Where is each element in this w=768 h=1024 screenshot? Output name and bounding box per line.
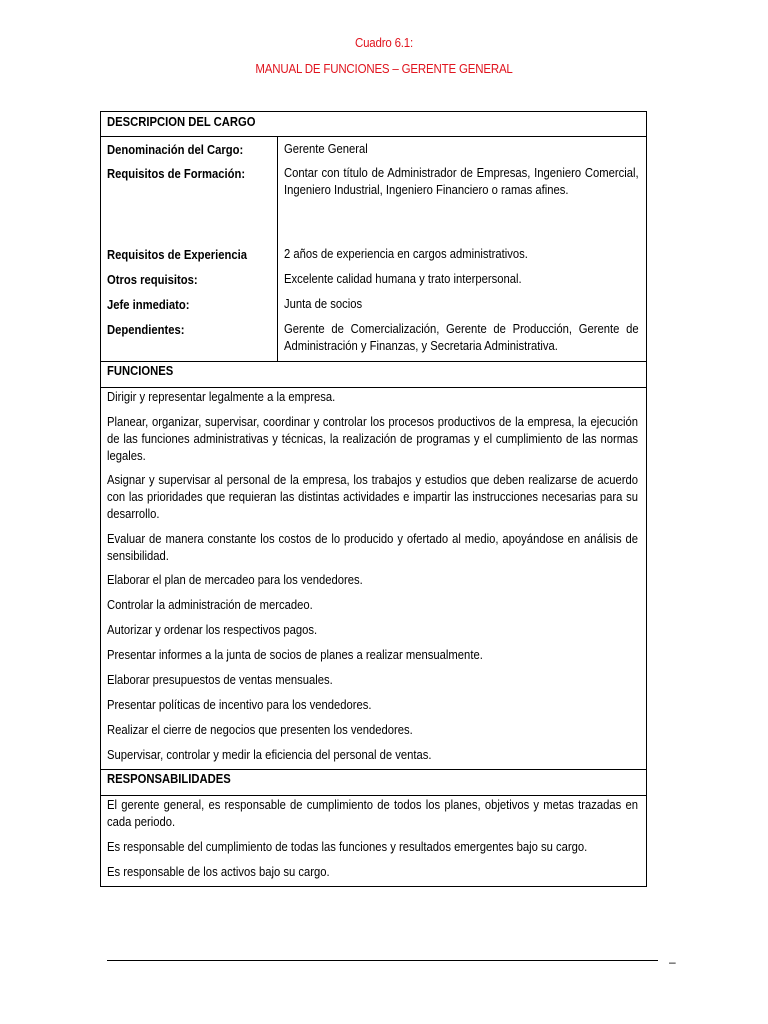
value-formacion: Contar con título de Administrador de Empresas, Ingeniero Comercial, Ingeniero Industrial, Ingeniero Financiero o ramas afines. xyxy=(284,166,639,197)
caption-number: Cuadro 6.1: xyxy=(354,36,414,50)
funcion-item: Presentar informes a la junta de socios de planes a realizar mensualmente. xyxy=(107,648,483,662)
funcion-item: Planear, organizar, supervisar, coordinar y controlar los procesos productivos de la empresa, la ejecución de las funciones administrativas y técnicas, la realización de programas y el cumplimiento de las normas legales. xyxy=(107,415,638,463)
label-experiencia: Requisitos de Experiencia xyxy=(107,248,248,262)
funcion-item: Controlar la administración de mercadeo. xyxy=(107,598,313,612)
section-title-funciones: FUNCIONES xyxy=(107,364,174,378)
responsabilidad-item: El gerente general, es responsable de cumplimiento de todos los planes, objetivos y metas trazadas en cada periodo. xyxy=(107,798,638,829)
section-header-descripcion xyxy=(101,112,646,137)
label-denominacion: Denominación del Cargo: xyxy=(107,143,244,157)
section-title-descripcion: DESCRIPCION DEL CARGO xyxy=(107,115,256,129)
value-denominacion: Gerente General xyxy=(284,142,368,156)
funcion-item: Realizar el cierre de negocios que presenten los vendedores. xyxy=(107,723,413,737)
funcion-item: Asignar y supervisar al personal de la empresa, los trabajos y estudios que deben realizarse de acuerdo con las prioridades que requieran las distintas actividades e impartir las instrucciones necesarias para su desarrollo. xyxy=(107,473,638,521)
section-header-responsabilidades xyxy=(101,770,646,796)
value-jefe-inmediato: Junta de socios xyxy=(284,297,363,311)
responsabilidades-list xyxy=(101,796,646,886)
label-jefe-inmediato: Jefe inmediato: xyxy=(107,298,190,312)
value-otros-requisitos: Excelente calidad humana y trato interpersonal. xyxy=(284,272,522,286)
label-formacion: Requisitos de Formación: xyxy=(107,167,246,181)
funcion-item: Presentar políticas de incentivo para los vendedores. xyxy=(107,698,372,712)
footer-dash: – xyxy=(669,955,676,969)
funcion-item: Elaborar el plan de mercadeo para los vendedores. xyxy=(107,573,363,587)
section-title-responsabilidades: RESPONSABILIDADES xyxy=(107,772,231,786)
responsabilidad-item: Es responsable de los activos bajo su cargo. xyxy=(107,865,330,879)
value-experiencia: 2 años de experiencia en cargos administrativos. xyxy=(284,247,528,261)
footer-rule xyxy=(107,960,658,961)
funcion-item: Evaluar de manera constante los costos de lo producido y ofertado al medio, apoyándose en análisis de sensibilidad. xyxy=(107,532,638,563)
label-otros-requisitos: Otros requisitos: xyxy=(107,273,198,287)
funcion-item: Autorizar y ordenar los respectivos pagos. xyxy=(107,623,318,637)
section-header-funciones xyxy=(101,362,646,388)
funcion-item: Elaborar presupuestos de ventas mensuales. xyxy=(107,673,333,687)
info-block xyxy=(101,137,646,362)
caption-title: MANUAL DE FUNCIONES – GERENTE GENERAL xyxy=(255,62,513,76)
funciones-list xyxy=(101,388,646,770)
funcion-item: Dirigir y representar legalmente a la empresa. xyxy=(107,390,336,404)
responsabilidad-item: Es responsable del cumplimiento de todas las funciones y resultados emergentes bajo su cargo. xyxy=(107,840,588,854)
value-dependientes: Gerente de Comercialización, Gerente de Producción, Gerente de Administración y Finanzas, y Secretaria Administrativa. xyxy=(284,322,639,353)
funcion-item: Supervisar, controlar y medir la eficiencia del personal de ventas. xyxy=(107,748,432,762)
label-dependientes: Dependientes: xyxy=(107,323,185,337)
job-description-table xyxy=(100,111,647,887)
